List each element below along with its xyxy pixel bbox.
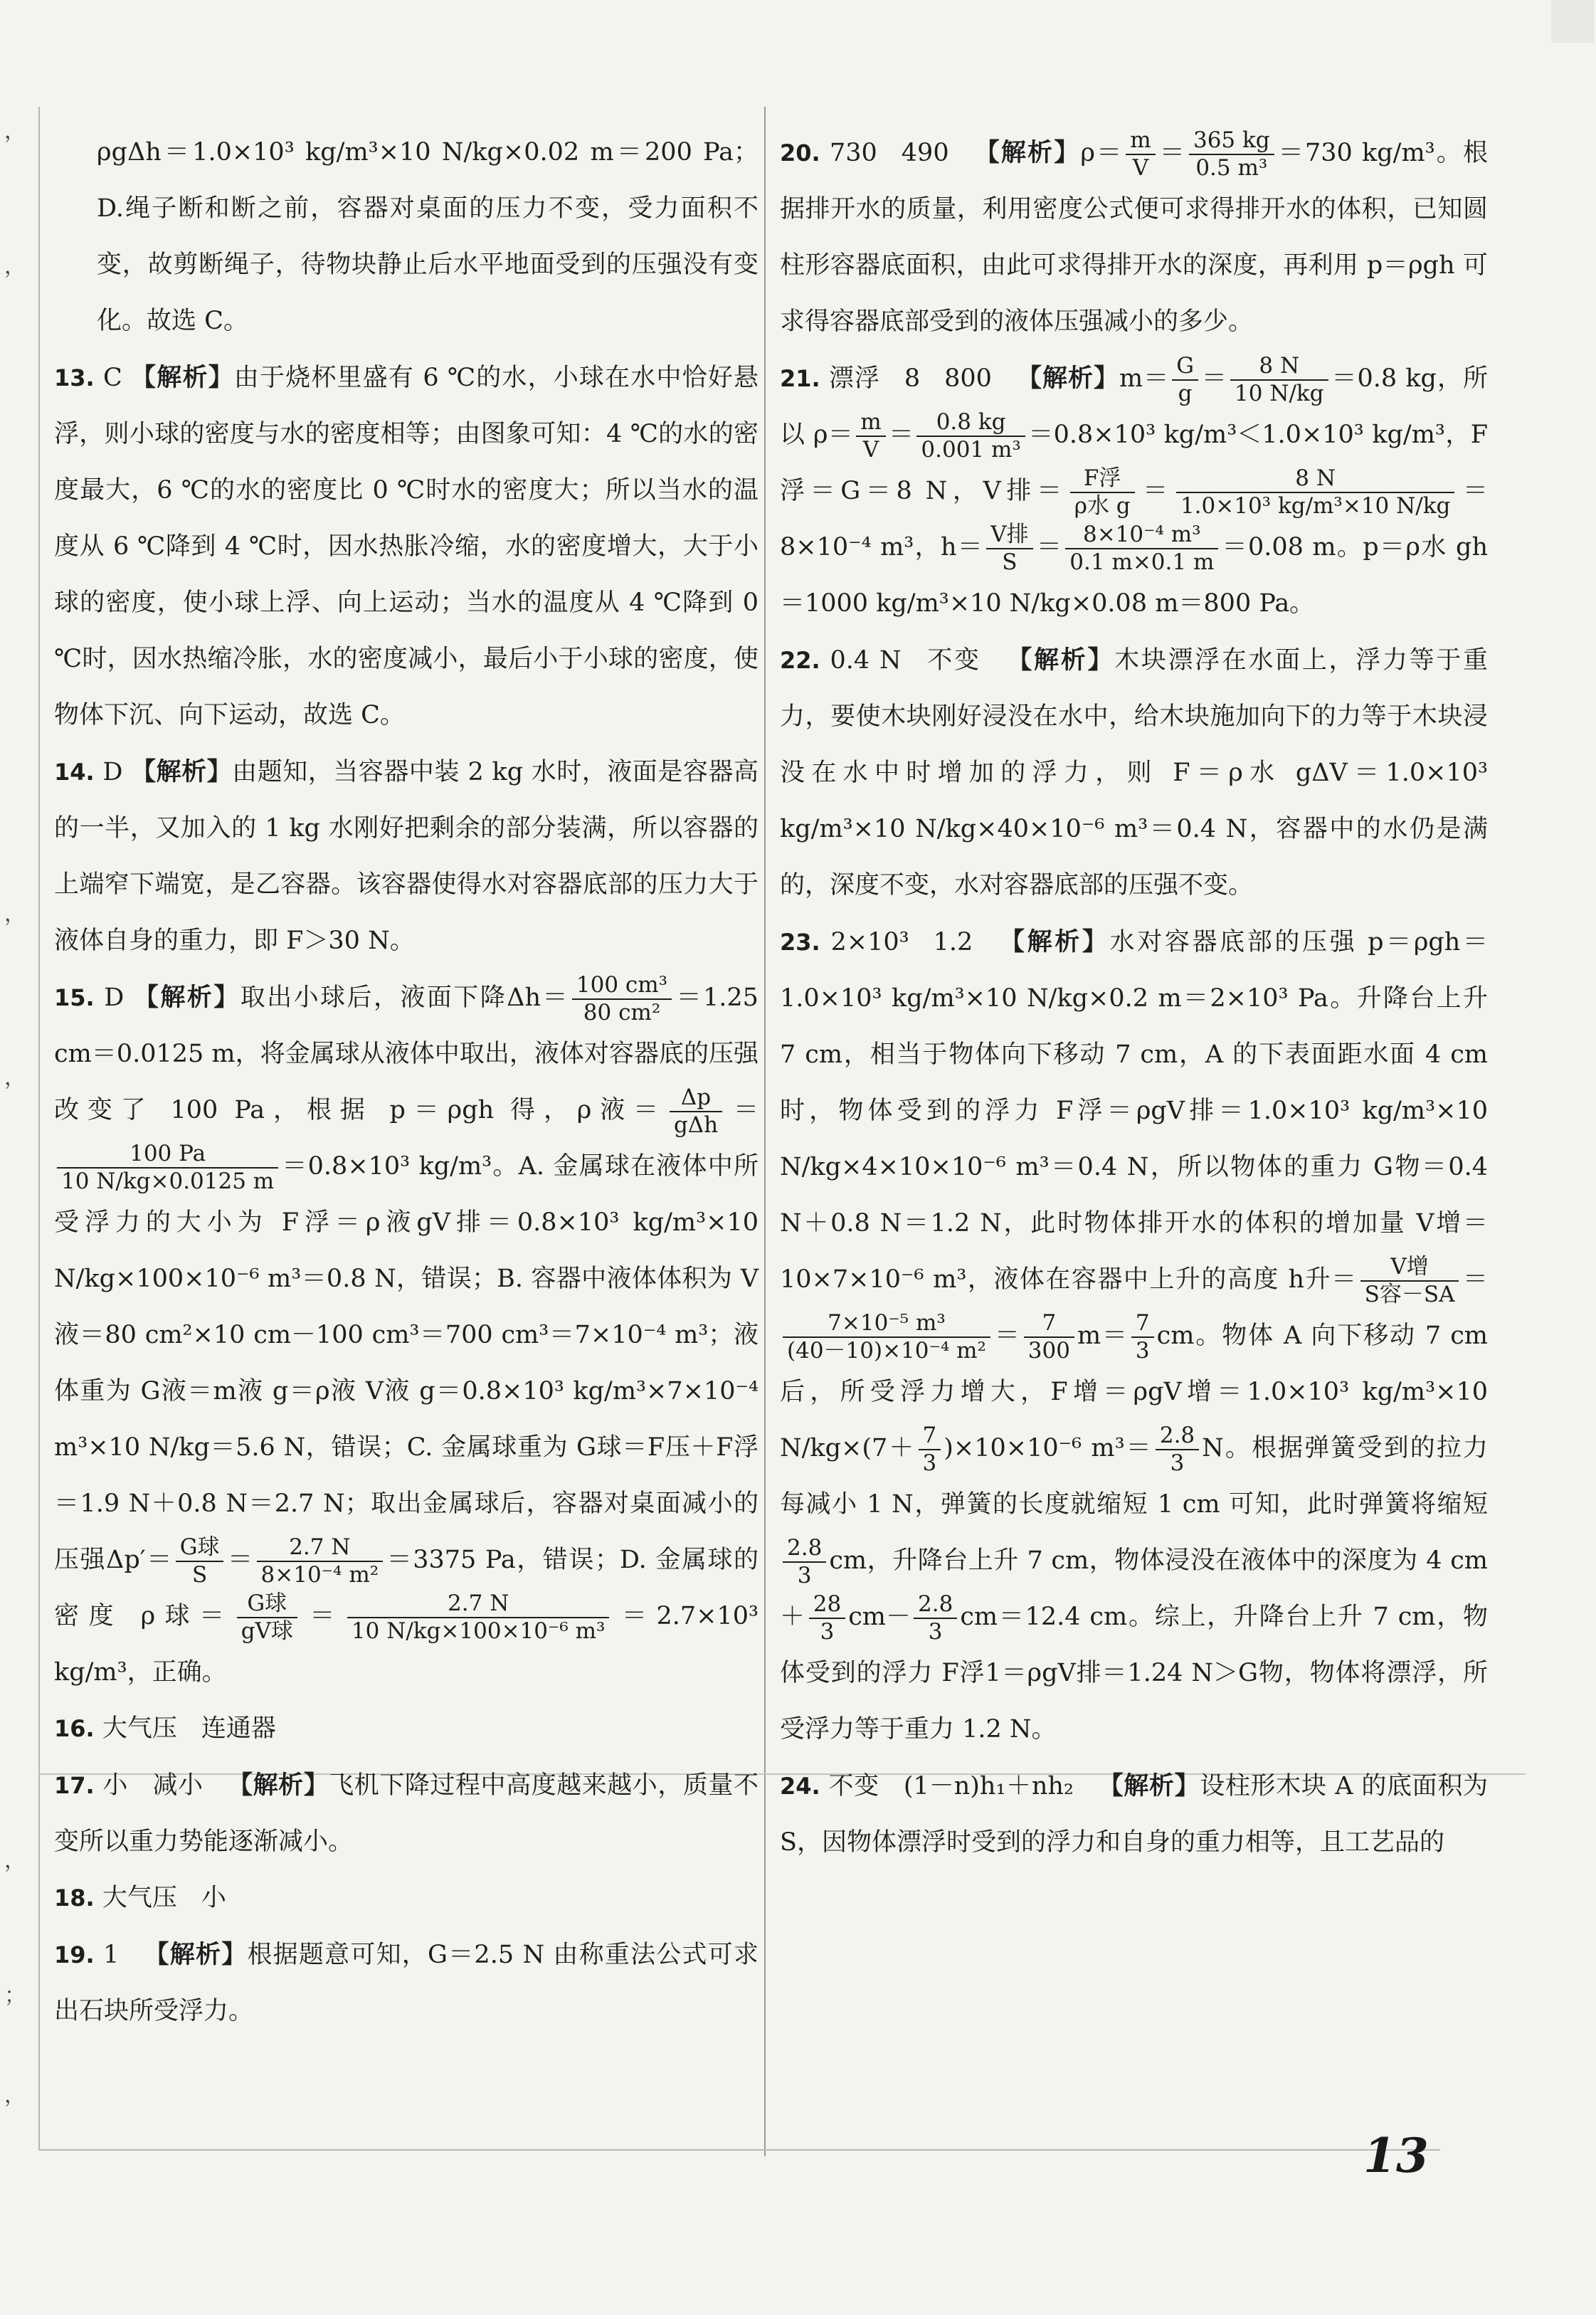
fraction: $\frac{\text{100 cm³}}{\text{80 cm²}}$	[572, 974, 672, 1024]
question-number: 19.	[54, 1941, 95, 1968]
fraction: $\frac{G}{g}$	[1172, 354, 1198, 405]
answer: 0.4 N	[830, 646, 902, 675]
fraction: $\frac{m}{V}$	[1126, 129, 1155, 179]
analysis-text: 由于烧杯里盛有 6 ℃的水，小球在水中恰好悬浮，则小球的密度与水的密度相等；由图象可知：4 ℃的水的密度最大，6 ℃的水的密度比 0 ℃时水的密度大；所以当水的温度从 6 ℃降到 4 ℃时，因水热胀冷缩，水的密度增大，大于小球的密度，使小球上浮、向上运动；当水的温度从 4 ℃降到 0 ℃时，因水热缩冷胀，水的密度减小，最后小于小球的密度，使物体下沉、向下运动，故选 C。	[54, 364, 759, 729]
fraction: $\frac{28}{3}$	[809, 1593, 845, 1643]
analysis-text: 由题知，当容器中装 2 kg 水时，液面是容器高的一半，又加入的 1 kg 水刚好把剩余的部分装满，所以容器的上端窄下端宽，是乙容器。该容器使得水对容器底部的压力大于液体自身的重力，即 F＞30 N。	[54, 758, 759, 955]
q22	[780, 632, 1488, 914]
question-number: 13.	[54, 364, 95, 391]
analysis-text: 飞机下降过程中高度越来越小，质量不变所以重力势能逐渐减小。	[54, 1771, 759, 1856]
scan-corner	[1551, 0, 1594, 43]
answer: 小	[201, 1884, 226, 1912]
edge-char: ，	[4, 1065, 26, 1090]
answer: 漂浮	[828, 364, 880, 393]
fraction: $\frac{100 Pa}{10 N/kg\times 0.0125 m}$	[57, 1142, 278, 1193]
fraction: $\frac{\text{V增}}{\text{S容－SA}}$	[1360, 1255, 1459, 1306]
q23: 23. 2×10³ 1.2 【解析】水对容器底部的压强 p＝ρgh＝1.0×10³ kg/m³×10 N/kg×0.2 m＝2×10³ Pa。升降台上升 7 cm，相当于物体向下移动 7 cm，A 的下表面距水面 4 cm时，物体受到的浮力 F浮＝ρgV排＝1.0×10³ kg/m³×10 N/kg×4×10×10⁻⁶ m³＝0.4 N，所以物体的重力 G物＝0.4 N＋0.8 N＝1.2 N，此时物体排开水的体积的增加量 V增＝10×7×10⁻⁶ m³，液体在容器中上升的高度 h升＝ $\frac{\text{V增}}{\text{S容－SA}}$ ＝ $\frac{\text{7×10⁻⁵ m³}}{\text{(40－10)×10⁻⁴ m²}}$ ＝ $\frac{7}{300}$ m＝ $\frac{7}{3}$ cm。物体 A 向下移动 7 cm 后，所受浮力增大，F增＝ρgV增＝1.0×10³ kg/m³×10 N/kg×(7＋ $\frac{7}{3}$ )×10×10⁻⁶ m³＝ $\frac{2.8}{3}$ N。根据弹簧受到的拉力每减小 1 N，弹簧的长度就缩短 1 cm 可知，此时弹簧将缩短 $\frac{2.8}{3}$ cm，升降台上升 7 cm，物体浸没在液体中的深度为 4 cm＋ $\frac{28}{3}$ cm－ $\frac{2.8}{3}$ cm＝12.4 cm。综上，升降台上升 7 cm，物体受到的浮力 F浮1＝ρgV排＝1.24 N＞G物，物体将漂浮，所受浮力等于重力 1.2 N。	[780, 927, 1488, 1744]
edge-char: ；	[4, 1983, 26, 2008]
q12-continuation: ρgΔh＝1.0×10³ kg/m³×10 N/kg×0.02 m＝200 Pa；D.绳子断和断之前，容器对桌面的压力不变，受力面积不变，故剪断绳子，待物块静止后水平地面受到的压强没有变化。故选 C。	[97, 138, 759, 335]
fraction: $\frac{2.7 N}{\text{10 N/kg×100×10⁻⁶ m³}}$	[347, 1592, 610, 1642]
binding-edge-text	[0, 100, 28, 2163]
fraction: $\frac{2.8}{3}$	[783, 1536, 826, 1587]
q13	[54, 349, 759, 744]
analysis-tag: 【解析】	[133, 983, 241, 1012]
fraction: $\frac{7}{3}$	[1131, 1312, 1154, 1362]
page-number: 13	[1363, 2128, 1429, 2183]
answer: D	[102, 758, 123, 786]
answer: 730	[829, 139, 877, 167]
analysis-text: 木块漂浮在水面上，浮力等于重力，要使木块刚好浸没在水中，给木块施加向下的力等于木块浸没在水中时增加的浮力，则 F＝ρ水 gΔV＝1.0×10³ kg/m³×10 N/kg×40×10⁻⁶ m³＝0.4 N，容器中的水仍是满的，深度不变，水对容器底部的压强不变。	[780, 646, 1488, 900]
q18	[54, 1870, 759, 1926]
q21: 21. 漂浮 8 800 【解析】m＝ $\frac{G}{g}$ ＝ $\frac{8 N}{10 N/kg}$ ＝0.8 kg，所以 ρ＝ $\frac{m}{V}$ ＝ $\frac{0.8 kg}{\text{0.001 m³}}$ ＝0.8×10³ kg/m³＜1.0×10³ kg/m³，F浮＝G＝8 N，V排＝ $\frac{\text{F浮}}{\text{ρ水 g}}$ ＝ $\frac{8 N}{\text{1.0×10³ kg/m³×10 N/kg}}$ ＝8×10⁻⁴ m³，h＝ $\frac{\text{V排}}{S}$ ＝ $\frac{\text{8×10⁻⁴ m³}}{0.1 m\times 0.1 m}$ ＝0.08 m。p＝ρ水 gh＝1000 kg/m³×10 N/kg×0.08 m＝800 Pa。	[780, 352, 1488, 618]
analysis-tag: 【解析】	[997, 927, 1110, 956]
answer: 不变	[828, 1772, 879, 1800]
question-number: 22.	[780, 647, 820, 674]
answer: D	[104, 984, 125, 1012]
fraction: $\frac{\text{V排}}{S}$	[986, 523, 1032, 574]
left-border	[38, 107, 40, 2149]
q15: 15. D 【解析】取出小球后，液面下降Δh＝ $\frac{\text{100 cm³}}{\text{80 cm²}}$ ＝1.25 cm＝0.0125 m，将金属球从液体中取出，液体对容器底的压强改变了 100 Pa，根据 p＝ρgh 得，ρ液＝ $\frac{\Delta p}{\text{gΔh}}$ ＝ $\frac{100 Pa}{10 N/kg\times 0.0125 m}$ ＝0.8×10³ kg/m³。A. 金属球在液体中所受浮力的大小为 F浮＝ρ液gV排＝0.8×10³ kg/m³×10 N/kg×100×10⁻⁶ m³＝0.8 N，错误；B. 容器中液体体积为 V液＝80 cm²×10 cm－100 cm³＝700 cm³＝7×10⁻⁴ m³；液体重为 G液＝m液 g＝ρ液 V液 g＝0.8×10³ kg/m³×7×10⁻⁴ m³×10 N/kg＝5.6 N，错误；C. 金属球重为 G球＝F压＋F浮＝1.9 N＋0.8 N＝2.7 N；取出金属球后，容器对桌面减小的压强Δp′＝ $\frac{\text{G球}}{S}$ ＝ $\frac{2.7 N}{\text{8×10⁻⁴ m²}}$ ＝3375 Pa，错误；D. 金属球的密度 ρ球＝ $\frac{\text{G球}}{\text{gV球}}$ ＝ $\frac{2.7 N}{\text{10 N/kg×100×10⁻⁶ m³}}$ ＝2.7×10³ kg/m³，正确。	[54, 971, 759, 1687]
edge-char: ，	[4, 119, 26, 144]
answer: 800	[944, 364, 992, 393]
fraction: $\frac{2.8}{3}$	[914, 1593, 957, 1643]
analysis-text: 设柱形木块 A 的底面积为 S，因物体漂浮时受到的浮力和自身的重力相等，且工艺品的	[780, 1772, 1488, 1857]
edge-char: ，	[4, 254, 26, 279]
question-number: 14.	[54, 759, 95, 786]
answer: 8	[904, 364, 921, 393]
analysis-tag: 【解析】	[1097, 1771, 1200, 1800]
analysis-tag: 【解析】	[1005, 645, 1115, 675]
fraction: $\frac{7}{300}$	[1024, 1312, 1074, 1362]
question-number: 21.	[780, 365, 820, 392]
bottom-border	[38, 2149, 1440, 2151]
answer: 2×10³	[830, 928, 909, 956]
question-number: 20.	[780, 139, 820, 167]
answer: 大气压	[102, 1714, 177, 1743]
answer: 490	[901, 139, 949, 167]
fraction: $\frac{\text{7×10⁻⁵ m³}}{\text{(40－10)×10⁻⁴ m²}}$	[783, 1312, 990, 1362]
answer: (1－n)h₁＋nh₂	[903, 1772, 1074, 1800]
edge-char: ，	[4, 2083, 26, 2108]
fraction: $\frac{7}{3}$	[919, 1424, 941, 1475]
q16	[54, 1701, 759, 1757]
question-number: 23.	[780, 929, 820, 956]
edge-char: ，	[4, 1848, 26, 1873]
analysis-tag: 【解析】	[227, 1771, 329, 1800]
fraction: $\frac{0.8 kg}{\text{0.001 m³}}$	[916, 411, 1025, 461]
column-divider	[764, 107, 766, 2156]
analysis-tag: 【解析】	[131, 363, 234, 392]
answer: 1.2	[933, 928, 973, 956]
answer: C	[103, 364, 122, 392]
fraction: $\frac{\text{G球}}{S}$	[176, 1536, 224, 1586]
left-column	[54, 125, 759, 2040]
analysis-text: 根据题意可知，G＝2.5 N 由称重法公式可求出石块所受浮力。	[54, 1941, 759, 2025]
fraction: $\frac{\text{G球}}{\text{gV球}}$	[237, 1592, 297, 1642]
fraction: $\frac{365 kg}{\text{0.5 m³}}$	[1189, 129, 1274, 179]
fraction: $\frac{2.8}{3}$	[1156, 1424, 1199, 1475]
question-number: 17.	[54, 1772, 95, 1799]
q24	[780, 1758, 1488, 1871]
fraction: $\frac{8 N}{10 N/kg}$	[1230, 354, 1328, 405]
fraction: $\frac{m}{V}$	[856, 411, 885, 461]
fraction: $\frac{\text{8×10⁻⁴ m³}}{0.1 m\times 0.1 m}$	[1065, 523, 1218, 574]
answer: 连通器	[201, 1714, 276, 1743]
fraction: $\frac{8 N}{\text{1.0×10³ kg/m³×10 N/kg}}$	[1176, 467, 1454, 517]
answer: 小	[102, 1771, 128, 1800]
answer: 1	[103, 1941, 120, 1969]
q17	[54, 1757, 759, 1870]
answer: 不变	[925, 646, 981, 675]
question-number: 15.	[54, 984, 95, 1011]
q20: 20. 730 490 【解析】ρ＝ $\frac{m}{V}$ ＝ $\frac{365 kg}{\text{0.5 m³}}$ ＝730 kg/m³。根据排开水的质量，利用密度公式便可求得排开水的体积，已知圆柱形容器底面积，由此可求得排开水的深度，再利用 p＝ρgh 可求得容器底部受到的液体压强减小的多少。	[780, 127, 1488, 336]
question-number: 18.	[54, 1884, 95, 1911]
analysis-tag: 【解析】	[143, 1940, 248, 1969]
fraction: $\frac{\Delta p}{\text{gΔh}}$	[670, 1086, 722, 1137]
answer: 大气压	[102, 1884, 177, 1912]
right-column	[780, 125, 1488, 1871]
edge-char: ，	[4, 902, 26, 927]
fraction: $\frac{2.7 N}{\text{8×10⁻⁴ m²}}$	[257, 1536, 384, 1586]
answer: 减小	[152, 1771, 204, 1800]
analysis-tag: 【解析】	[1015, 364, 1119, 393]
fraction: $\frac{\text{F浮}}{\text{ρ水 g}}$	[1070, 467, 1135, 517]
question-number: 24.	[780, 1773, 820, 1800]
analysis-tag: 【解析】	[131, 757, 233, 786]
q19	[54, 1926, 759, 2040]
question-number: 16.	[54, 1715, 95, 1742]
analysis-tag: 【解析】	[973, 138, 1081, 167]
q14	[54, 744, 759, 969]
